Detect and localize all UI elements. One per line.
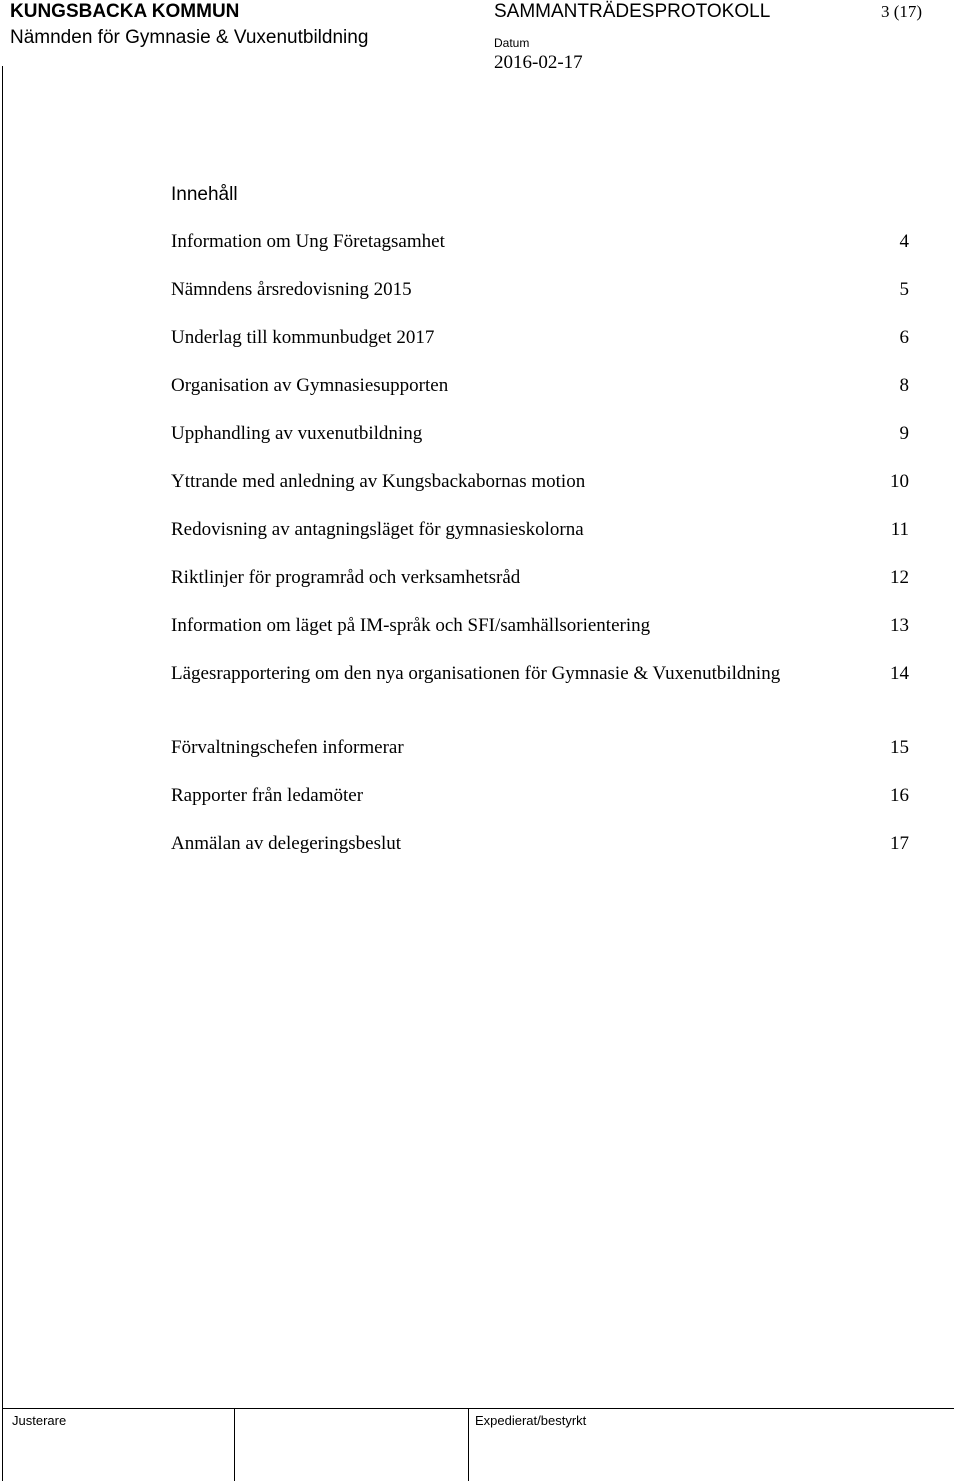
- toc-item: [171, 229, 909, 255]
- toc-item: [171, 277, 909, 303]
- toc-item: [171, 517, 909, 543]
- toc-item-page: 16: [890, 785, 909, 806]
- toc-item: [171, 565, 909, 591]
- page-number: 3 (17): [881, 2, 923, 21]
- toc-heading: Innehåll: [171, 184, 238, 205]
- toc-item-title: Rapporter från ledamöter: [171, 785, 364, 806]
- toc-item: [171, 469, 909, 495]
- toc-item-page: 17: [890, 833, 909, 854]
- toc-item-page: 4: [899, 231, 909, 252]
- toc-item-title: Anmälan av delegeringsbeslut: [171, 833, 402, 854]
- toc-item-title: Riktlinjer för programråd och verksamhetsråd: [171, 567, 521, 588]
- toc-item: [171, 613, 909, 639]
- document-type: SAMMANTRÄDESPROTOKOLL: [494, 1, 771, 22]
- toc-item-page: 5: [899, 279, 909, 300]
- toc-item-title: Organisation av Gymnasiesupporten: [171, 375, 449, 396]
- toc-item-title: Redovisning av antagningsläget för gymnasieskolorna: [171, 519, 584, 540]
- toc-item: [171, 831, 909, 857]
- toc-item: [171, 783, 909, 809]
- organization-name: KUNGSBACKA KOMMUN: [10, 1, 240, 22]
- toc-item: [171, 325, 909, 351]
- toc-item-title: Förvaltningschefen informerar: [171, 737, 404, 758]
- board-name: Nämnden för Gymnasie & Vuxenutbildning: [10, 27, 369, 48]
- toc-item-title: Information om läget på IM-språk och SFI/samhällsorientering: [171, 615, 651, 636]
- toc-item: [171, 661, 909, 687]
- toc-item-page: 14: [890, 663, 909, 684]
- date-value: 2016-02-17: [494, 52, 583, 73]
- toc-item-page: 9: [899, 423, 909, 444]
- footer-column-divider: [468, 1408, 469, 1481]
- toc-item-title: Information om Ung Företagsamhet: [171, 231, 445, 252]
- toc-item-title: Nämndens årsredovisning 2015: [171, 279, 412, 300]
- toc-item-page: 6: [899, 327, 909, 348]
- toc-item-page: 8: [899, 375, 909, 396]
- justerare-label: Justerare: [12, 1413, 67, 1428]
- toc-item-title: Upphandling av vuxenutbildning: [171, 423, 423, 444]
- toc-item-page: 11: [890, 519, 909, 540]
- toc-item: [171, 421, 909, 447]
- date-label: Datum: [494, 36, 530, 50]
- toc-item: [171, 373, 909, 399]
- toc-item-page: 13: [890, 615, 909, 636]
- toc-item-page: 12: [890, 567, 909, 588]
- left-margin-line: [2, 66, 3, 1481]
- toc-item-title: Yttrande med anledning av Kungsbackabornas motion: [171, 471, 586, 492]
- toc-item-page: 15: [890, 737, 909, 758]
- footer-column-divider: [234, 1408, 235, 1481]
- toc-item-page: 10: [890, 471, 909, 492]
- expedierat-label: Expedierat/bestyrkt: [475, 1413, 587, 1428]
- toc-item-title: Lägesrapportering om den nya organisationen för Gymnasie & Vuxenutbildning: [171, 663, 781, 684]
- toc-item: [171, 735, 909, 761]
- toc-item-title: Underlag till kommunbudget 2017: [171, 327, 435, 348]
- footer-divider: [2, 1408, 954, 1409]
